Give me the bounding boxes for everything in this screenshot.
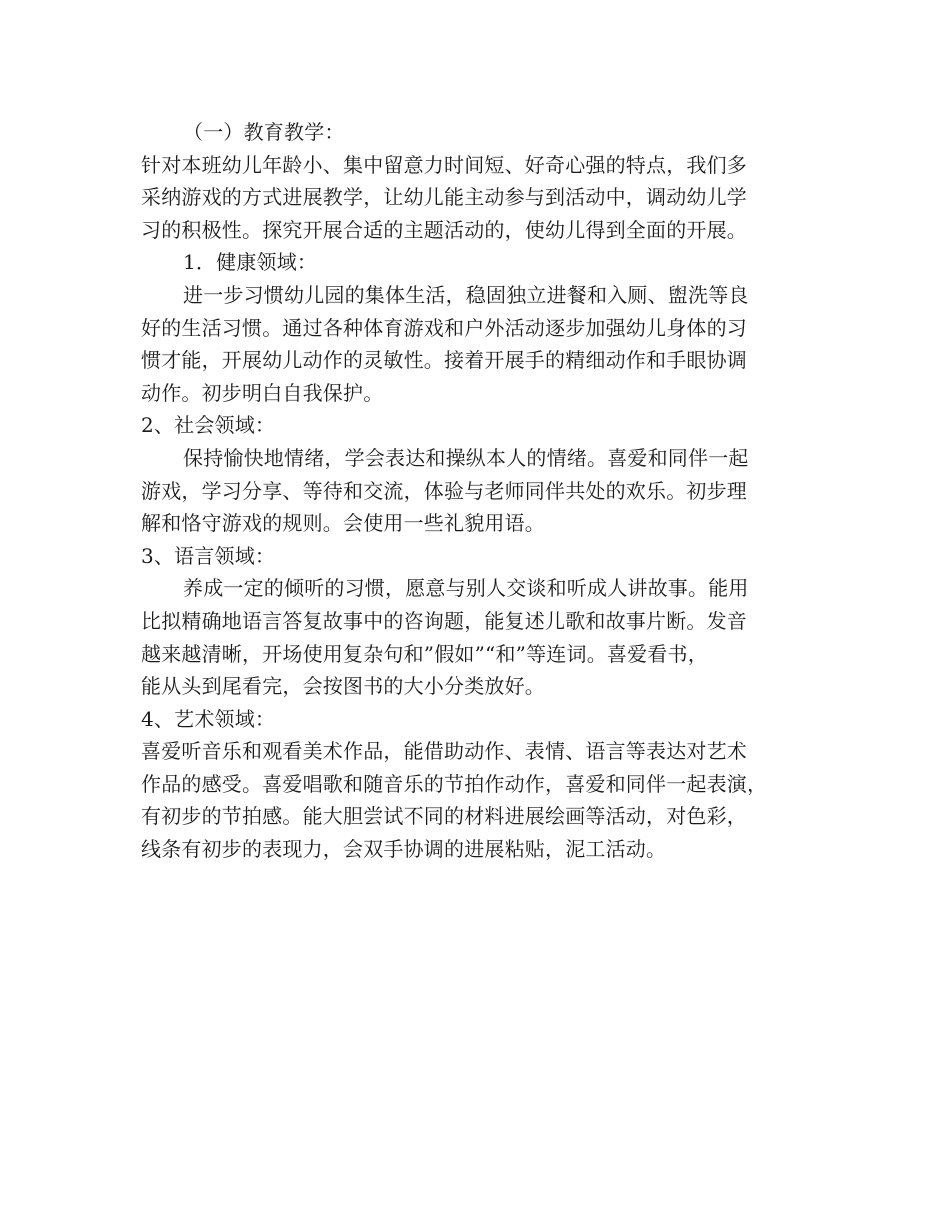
paragraph-line: 保持愉快地情绪，学会表达和操纵本人的情绪。喜爱和同伴一起 <box>183 445 749 470</box>
paragraph-line: 进一步习惯幼儿园的集体生活，稳固独立进餐和入厕、盥洗等良 <box>183 282 749 307</box>
paragraph-line: 线条有初步的表现力，会双手协调的进展粘贴，泥工活动。 <box>141 837 667 862</box>
section-heading-social: 2、社会领域： <box>141 413 276 438</box>
paragraph-line: 喜爱听音乐和观看美术作品，能借助动作、表情、语言等表达对艺术 <box>141 739 747 764</box>
paragraph-line: 有初步的节拍感。能大胆尝试不同的材料进展绘画等活动，对色彩， <box>141 804 747 829</box>
section-heading-health: 1．健康领域： <box>183 250 318 275</box>
paragraph-line: 比拟精确地语言答复故事中的咨询题，能复述儿歌和故事片断。发音 <box>141 608 747 633</box>
paragraph-line: 好的生活习惯。通过各种体育游戏和户外活动逐步加强幼儿身体的习 <box>141 315 747 340</box>
paragraph-line: 解和恪守游戏的规则。会使用一些礼貌用语。 <box>141 511 545 536</box>
document-page <box>141 116 831 866</box>
paragraph-line: 动作。初步明白自我保护。 <box>141 380 384 405</box>
paragraph-line: 作品的感受。喜爱唱歌和随音乐的节拍作动作，喜爱和同伴一起表演， <box>141 771 768 796</box>
paragraph-line: 养成一定的倾听的习惯，愿意与别人交谈和听成人讲故事。能用 <box>183 576 749 601</box>
paragraph-line: 游戏，学习分享、等待和交流，体验与老师同伴共处的欢乐。初步理 <box>141 478 747 503</box>
section-heading-art: 4、艺术领域： <box>141 706 276 731</box>
section-heading-language: 3、语言领域： <box>141 543 276 568</box>
paragraph-line: 越来越清晰，开场使用复杂句和”假如”“和”等连词。喜爱看书， <box>141 641 708 666</box>
paragraph-line: 能从头到尾看完，会按图书的大小分类放好。 <box>141 674 545 699</box>
paragraph-line: 针对本班幼儿年龄小、集中留意力时间短、好奇心强的特点，我们多 <box>141 152 747 177</box>
paragraph-line: 采纳游戏的方式进展教学，让幼儿能主动参与到活动中，调动幼儿学 <box>141 185 747 210</box>
paragraph-line: 习的积极性。探究开展合适的主题活动的，使幼儿得到全面的开展。 <box>141 217 747 242</box>
paragraph-line: 惯才能，开展幼儿动作的灵敏性。接着开展手的精细动作和手眼协调 <box>141 348 747 373</box>
section-heading-education: （一）教育教学： <box>183 120 345 144</box>
